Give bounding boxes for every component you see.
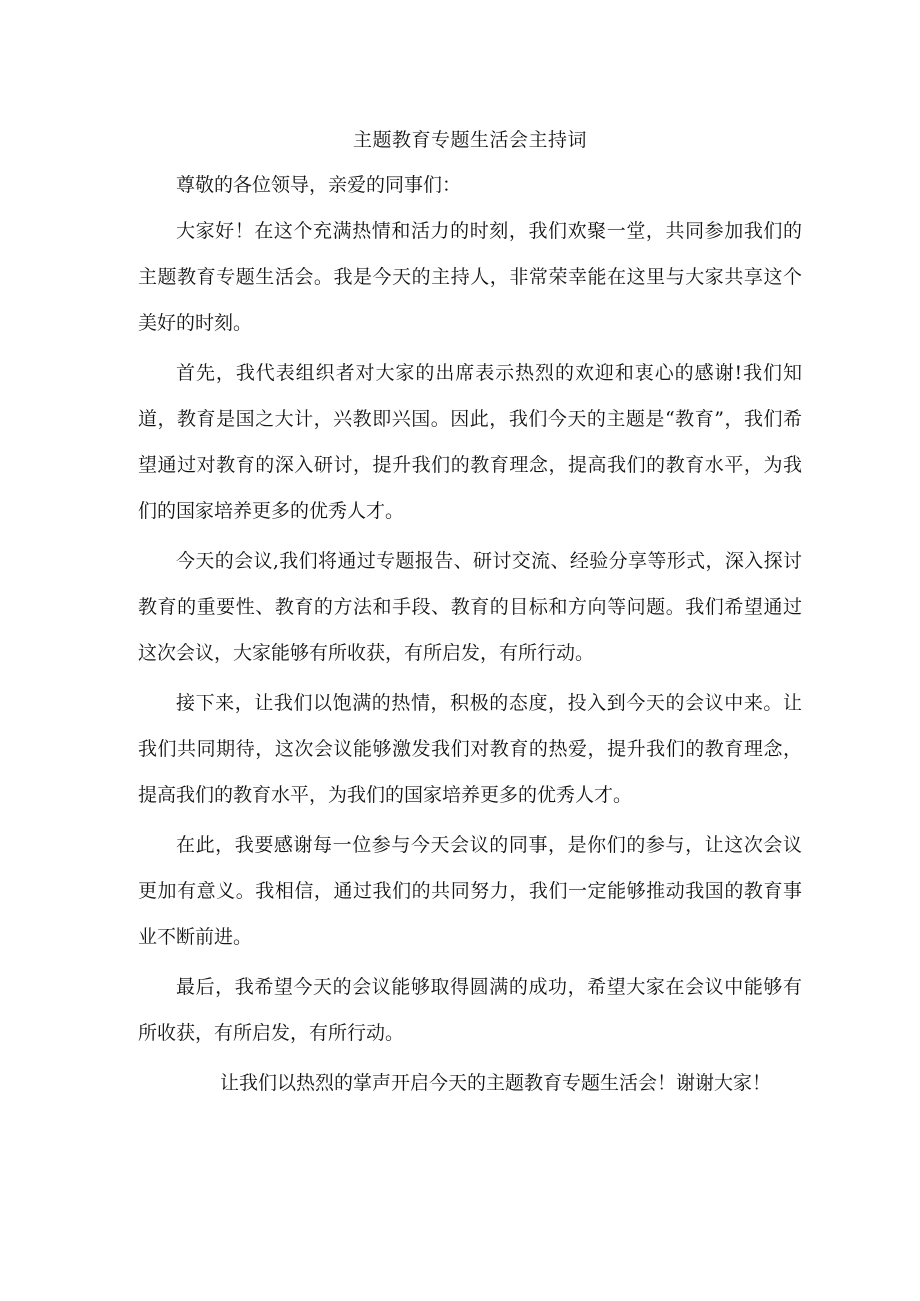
paragraph-expectation: 接下来，让我们以饱满的热情，积极的态度，投入到今天的会议中来。让我们共同期待，这次会议能够激发我们对教育的热爱，提升我们的教育理念，提高我们的教育水平，为我们的国家培养更多的优秀人才。 — [138, 692, 802, 806]
paragraph-agenda: 今天的会议,我们将通过专题报告、研讨交流、经验分享等形式，深入探讨教育的重要性、教育的方法和手段、教育的目标和方向等问题。我们希望通过这次会议，大家能够有所收获，有所启发，有所行动。 — [138, 550, 802, 664]
paragraph-welcome: 首先，我代表组织者对大家的出席表示热烈的欢迎和衷心的感谢!我们知道，教育是国之大计，兴教即兴国。因此，我们今天的主题是“教育”，我们希望通过对教育的深入研讨，提升我们的教育理念，提高我们的教育水平，为我们的国家培养更多的优秀人才。 — [138, 362, 802, 522]
document-body — [138, 118, 802, 1106]
paragraph-thanks: 在此，我要感谢每一位参与今天会议的同事，是你们的参与，让这次会议更加有意义。我相信，通过我们的共同努力，我们一定能够推动我国的教育事业不断前进。 — [138, 834, 802, 948]
salutation: 尊敬的各位领导，亲爱的同事们： — [176, 174, 462, 196]
document-title: 主题教育专题生活会主持词 — [352, 129, 587, 151]
closing-line: 让我们以热烈的掌声开启今天的主题教育专题生活会！谢谢大家！ — [220, 1072, 772, 1094]
paragraph-final-wish: 最后，我希望今天的会议能够取得圆满的成功，希望大家在会议中能够有所收获，有所启发，有所行动。 — [138, 976, 802, 1044]
paragraph-greeting: 大家好！在这个充满热情和活力的时刻，我们欢聚一堂，共同参加我们的主题教育专题生活会。我是今天的主持人，非常荣幸能在这里与大家共享这个美好的时刻。 — [138, 220, 802, 334]
